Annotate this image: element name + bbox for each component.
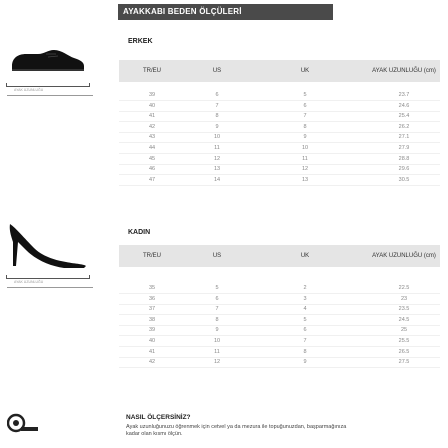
table-cell: 10 <box>213 134 221 141</box>
table-cell: 2 <box>303 285 307 291</box>
ruler-label: AYAK UZUNLUĞU <box>14 88 44 92</box>
size-table-header-kadin <box>119 245 440 267</box>
table-cell: 41 <box>148 113 156 120</box>
table-cell: 9 <box>303 134 307 141</box>
table-row <box>119 143 440 153</box>
table-cell: 41 <box>148 348 156 355</box>
table-cell: 27.5 <box>398 359 410 366</box>
table-row <box>119 175 440 185</box>
table-cell: 8 <box>303 348 307 355</box>
table-cell: 9 <box>215 327 219 334</box>
table-row <box>119 164 440 174</box>
table-row <box>119 357 440 367</box>
table-cell: 27.9 <box>398 145 410 151</box>
table-cell: 23.5 <box>398 306 410 313</box>
column-header: US <box>212 253 222 259</box>
table-cell: 26.2 <box>398 123 410 130</box>
foot-length-ruler-kadin <box>6 275 90 285</box>
table-cell: 5 <box>215 285 219 291</box>
table-row <box>119 101 440 111</box>
table-row <box>119 132 440 142</box>
table-cell: 10 <box>213 338 221 344</box>
divider <box>7 95 93 96</box>
table-cell: 43 <box>148 134 156 141</box>
column-header: TR/EU <box>143 253 161 259</box>
table-cell: 7 <box>303 113 307 120</box>
table-cell: 10 <box>301 145 309 151</box>
table-cell: 36 <box>148 295 156 302</box>
table-cell: 6 <box>303 327 307 334</box>
table-cell: 13 <box>213 166 221 173</box>
table-cell: 44 <box>148 145 156 151</box>
column-header: US <box>212 68 222 74</box>
table-cell: 38 <box>148 316 156 323</box>
row-separator <box>119 367 440 368</box>
page-title: AYAKKABI BEDEN ÖLÇÜLERİ <box>118 4 333 20</box>
table-cell: 42 <box>148 359 156 366</box>
table-row <box>119 90 440 100</box>
table-cell: 47 <box>148 176 156 183</box>
table-cell: 46 <box>148 166 156 173</box>
column-header: AYAK UZUNLUĞU (cm) <box>372 68 436 74</box>
table-cell: 45 <box>148 155 156 162</box>
column-header: UK <box>300 68 310 74</box>
table-cell: 25 <box>400 327 408 334</box>
table-cell: 28.8 <box>398 155 410 162</box>
table-cell: 4 <box>303 306 307 313</box>
row-separator <box>119 185 440 186</box>
table-cell: 25.4 <box>398 113 410 120</box>
table-cell: 8 <box>215 113 219 120</box>
table-cell: 12 <box>301 166 309 173</box>
table-row <box>119 347 440 357</box>
section-label-kadin: KADIN <box>128 229 151 236</box>
table-row <box>119 111 440 121</box>
table-cell: 14 <box>213 176 221 183</box>
table-cell: 39 <box>148 327 156 334</box>
table-cell: 26.5 <box>398 348 410 355</box>
table-row <box>119 315 440 325</box>
foot-length-ruler-erkek <box>6 83 90 93</box>
table-cell: 3 <box>303 295 307 302</box>
table-cell: 37 <box>148 306 156 313</box>
table-row <box>119 336 440 346</box>
tape-measure-icon <box>7 413 39 433</box>
table-cell: 40 <box>148 102 156 109</box>
table-cell: 42 <box>148 123 156 130</box>
table-cell: 7 <box>215 102 219 109</box>
table-cell: 29.6 <box>398 166 410 173</box>
table-cell: 22.5 <box>398 285 410 291</box>
table-row <box>119 283 440 293</box>
section-label-erkek: ERKEK <box>128 38 153 45</box>
column-header: UK <box>300 253 310 259</box>
table-cell: 7 <box>215 306 219 313</box>
table-cell: 24.5 <box>398 316 410 323</box>
table-cell: 13 <box>301 176 309 183</box>
table-cell: 12 <box>213 155 221 162</box>
table-cell: 6 <box>215 295 219 302</box>
column-header: TR/EU <box>143 68 161 74</box>
table-cell: 7 <box>303 338 307 344</box>
womens-high-heel-icon <box>6 220 88 270</box>
table-cell: 23.7 <box>398 92 410 98</box>
table-cell: 8 <box>303 123 307 130</box>
table-cell: 9 <box>215 123 219 130</box>
table-cell: 11 <box>214 145 220 151</box>
table-row <box>119 154 440 164</box>
size-table-header-erkek <box>119 60 440 82</box>
divider <box>7 287 93 288</box>
table-cell: 25.5 <box>398 338 410 344</box>
table-cell: 24.6 <box>398 102 410 109</box>
table-cell: 11 <box>214 348 220 355</box>
how-to-measure-text: Ayak uzunluğunuzu öğrenmek için cetvel ya da mezura ile topuğunuzdan, başparmağınıza kadar olan kısmı ölçün. <box>126 424 347 437</box>
mens-oxford-shoe-icon <box>8 46 86 74</box>
column-header: AYAK UZUNLUĞU (cm) <box>372 253 436 259</box>
table-cell: 6 <box>215 92 219 98</box>
table-cell: 6 <box>303 102 307 109</box>
table-row <box>119 325 440 335</box>
table-cell: 11 <box>302 155 308 162</box>
ruler-label: AYAK UZUNLUĞU <box>14 280 44 284</box>
table-cell: 40 <box>148 338 156 344</box>
table-cell: 35 <box>148 285 156 291</box>
table-cell: 9 <box>303 359 307 366</box>
table-row <box>119 122 440 132</box>
table-cell: 8 <box>215 316 219 323</box>
table-row <box>119 304 440 314</box>
table-cell: 12 <box>213 359 221 366</box>
table-cell: 39 <box>148 92 156 98</box>
table-cell: 30.5 <box>398 176 410 183</box>
table-cell: 5 <box>303 92 307 98</box>
table-cell: 5 <box>303 316 307 323</box>
table-row <box>119 294 440 304</box>
how-to-measure-title: NASIL ÖLÇERSİNİZ? <box>126 414 191 421</box>
table-cell: 27.1 <box>398 134 410 141</box>
table-cell: 23 <box>400 295 408 302</box>
